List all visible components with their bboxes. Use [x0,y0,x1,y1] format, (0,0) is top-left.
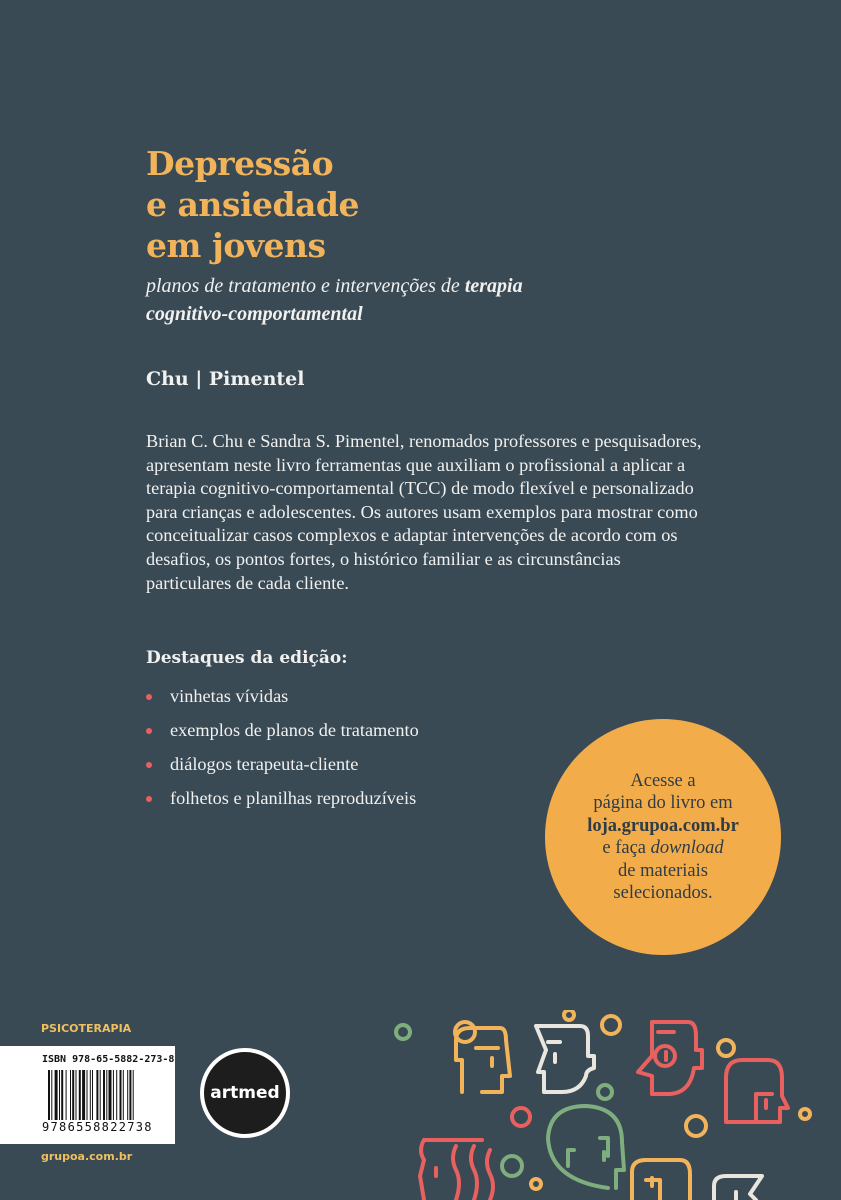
ring-icon [502,1156,522,1176]
barcode-bar [127,1070,128,1120]
ring-icon [564,1010,574,1020]
ring-icon [531,1179,541,1189]
ring-icon [718,1040,734,1056]
head-icon [714,1176,762,1200]
barcode-bars [48,1070,166,1122]
ring-icon [800,1109,810,1119]
barcode-bar [55,1070,58,1120]
bullet-icon [146,796,152,802]
subtitle-bold: terapia cognitivo-comportamental [146,275,523,325]
description: Brian C. Chu e Sandra S. Pimentel, renomados professores e pesquisadores, apresentam neste livro ferramentas que auxiliam o profissional a aplicar a terapia cognitivo-comportamental (TCC) de modo flexível e personalizado para crianças e adolescentes. Os autores usam exemplos para mostrar como conceitualizar casos complexos e adaptar intervenções de acordo com os desafios, os pontos fortes, o histórico familiar e as circunstâncias particulares de cada cliente. [146,431,702,593]
barcode-bar [70,1070,71,1120]
bullet-icon [146,762,152,768]
site-link: grupoa.com.br [41,1150,133,1163]
barcode-bar [76,1070,77,1120]
item-text: folhetos e planilhas reproduzíveis [170,788,417,808]
barcode [0,1046,175,1144]
ring-icon [686,1116,706,1136]
head-icon [420,1140,493,1200]
book-subtitle [146,272,566,328]
head-icon [726,1060,788,1122]
subtitle-text: planos de tratamento e intervenções de [146,275,465,297]
barcode-bar [61,1070,63,1120]
list-item [146,720,419,754]
barcode-bar [96,1070,98,1120]
barcode-bar [116,1070,117,1120]
publisher-logo: artmed [200,1048,290,1138]
barcode-bar [106,1070,107,1120]
head-icon [632,1160,690,1200]
promo-text [545,837,781,860]
barcode-bar [90,1070,91,1120]
title-line: Depressão [146,144,334,183]
barcode-bar [82,1070,85,1120]
list-item [146,754,419,788]
bullet-icon [146,728,152,734]
ring-icon [602,1016,620,1034]
barcode-bar [123,1070,124,1120]
category-label: PSICOTERAPIA [41,1022,132,1035]
promo-text-italic: download [650,838,724,858]
barcode-bar [66,1070,67,1120]
authors: Chu | Pimentel [146,368,305,390]
ring-icon [512,1108,530,1126]
bullet-icon [146,694,152,700]
highlights-title: Destaques da edição: [146,648,348,668]
promo-text: selecionados. [613,883,713,903]
heads-illustration [390,1010,841,1200]
highlights-list [146,686,419,822]
barcode-bar [59,1070,60,1120]
barcode-bar [79,1070,81,1120]
promo-text-part: e faça [602,838,651,858]
barcode-bar [133,1070,134,1120]
ean-number: 9786558822738 [42,1120,153,1134]
head-icon [536,1026,594,1092]
item-text: exemplos de planos de tratamento [170,720,419,740]
barcode-bar [72,1070,74,1120]
list-item [146,788,419,822]
barcode-bar [129,1070,131,1120]
head-icon [456,1028,510,1092]
isbn-text: ISBN 978-65-5882-273-8 [42,1054,175,1065]
barcode-bar [51,1070,52,1120]
item-text: vinhetas vívidas [170,686,289,706]
promo-text: de materiais [618,860,708,881]
ring-icon [396,1025,410,1039]
barcode-bar [87,1070,88,1120]
barcode-bar [120,1070,122,1120]
barcode-bar [103,1070,105,1120]
head-icon [548,1106,624,1188]
barcode-bar [113,1070,114,1120]
item-text: diálogos terapeuta-cliente [170,754,359,774]
promo-circle [545,719,781,955]
book-title [146,143,359,266]
barcode-bar [100,1070,101,1120]
ring-icon [598,1085,612,1099]
list-item [146,686,419,720]
promo-text: página do livro em [593,793,733,813]
barcode-bar [109,1070,112,1120]
promo-text: Acesse a [630,770,696,791]
barcode-bar [48,1070,50,1120]
barcode-bar [92,1070,93,1120]
title-line: em jovens [146,226,326,265]
title-line: e ansiedade [146,185,359,224]
promo-url: loja.grupoa.com.br [587,815,739,836]
